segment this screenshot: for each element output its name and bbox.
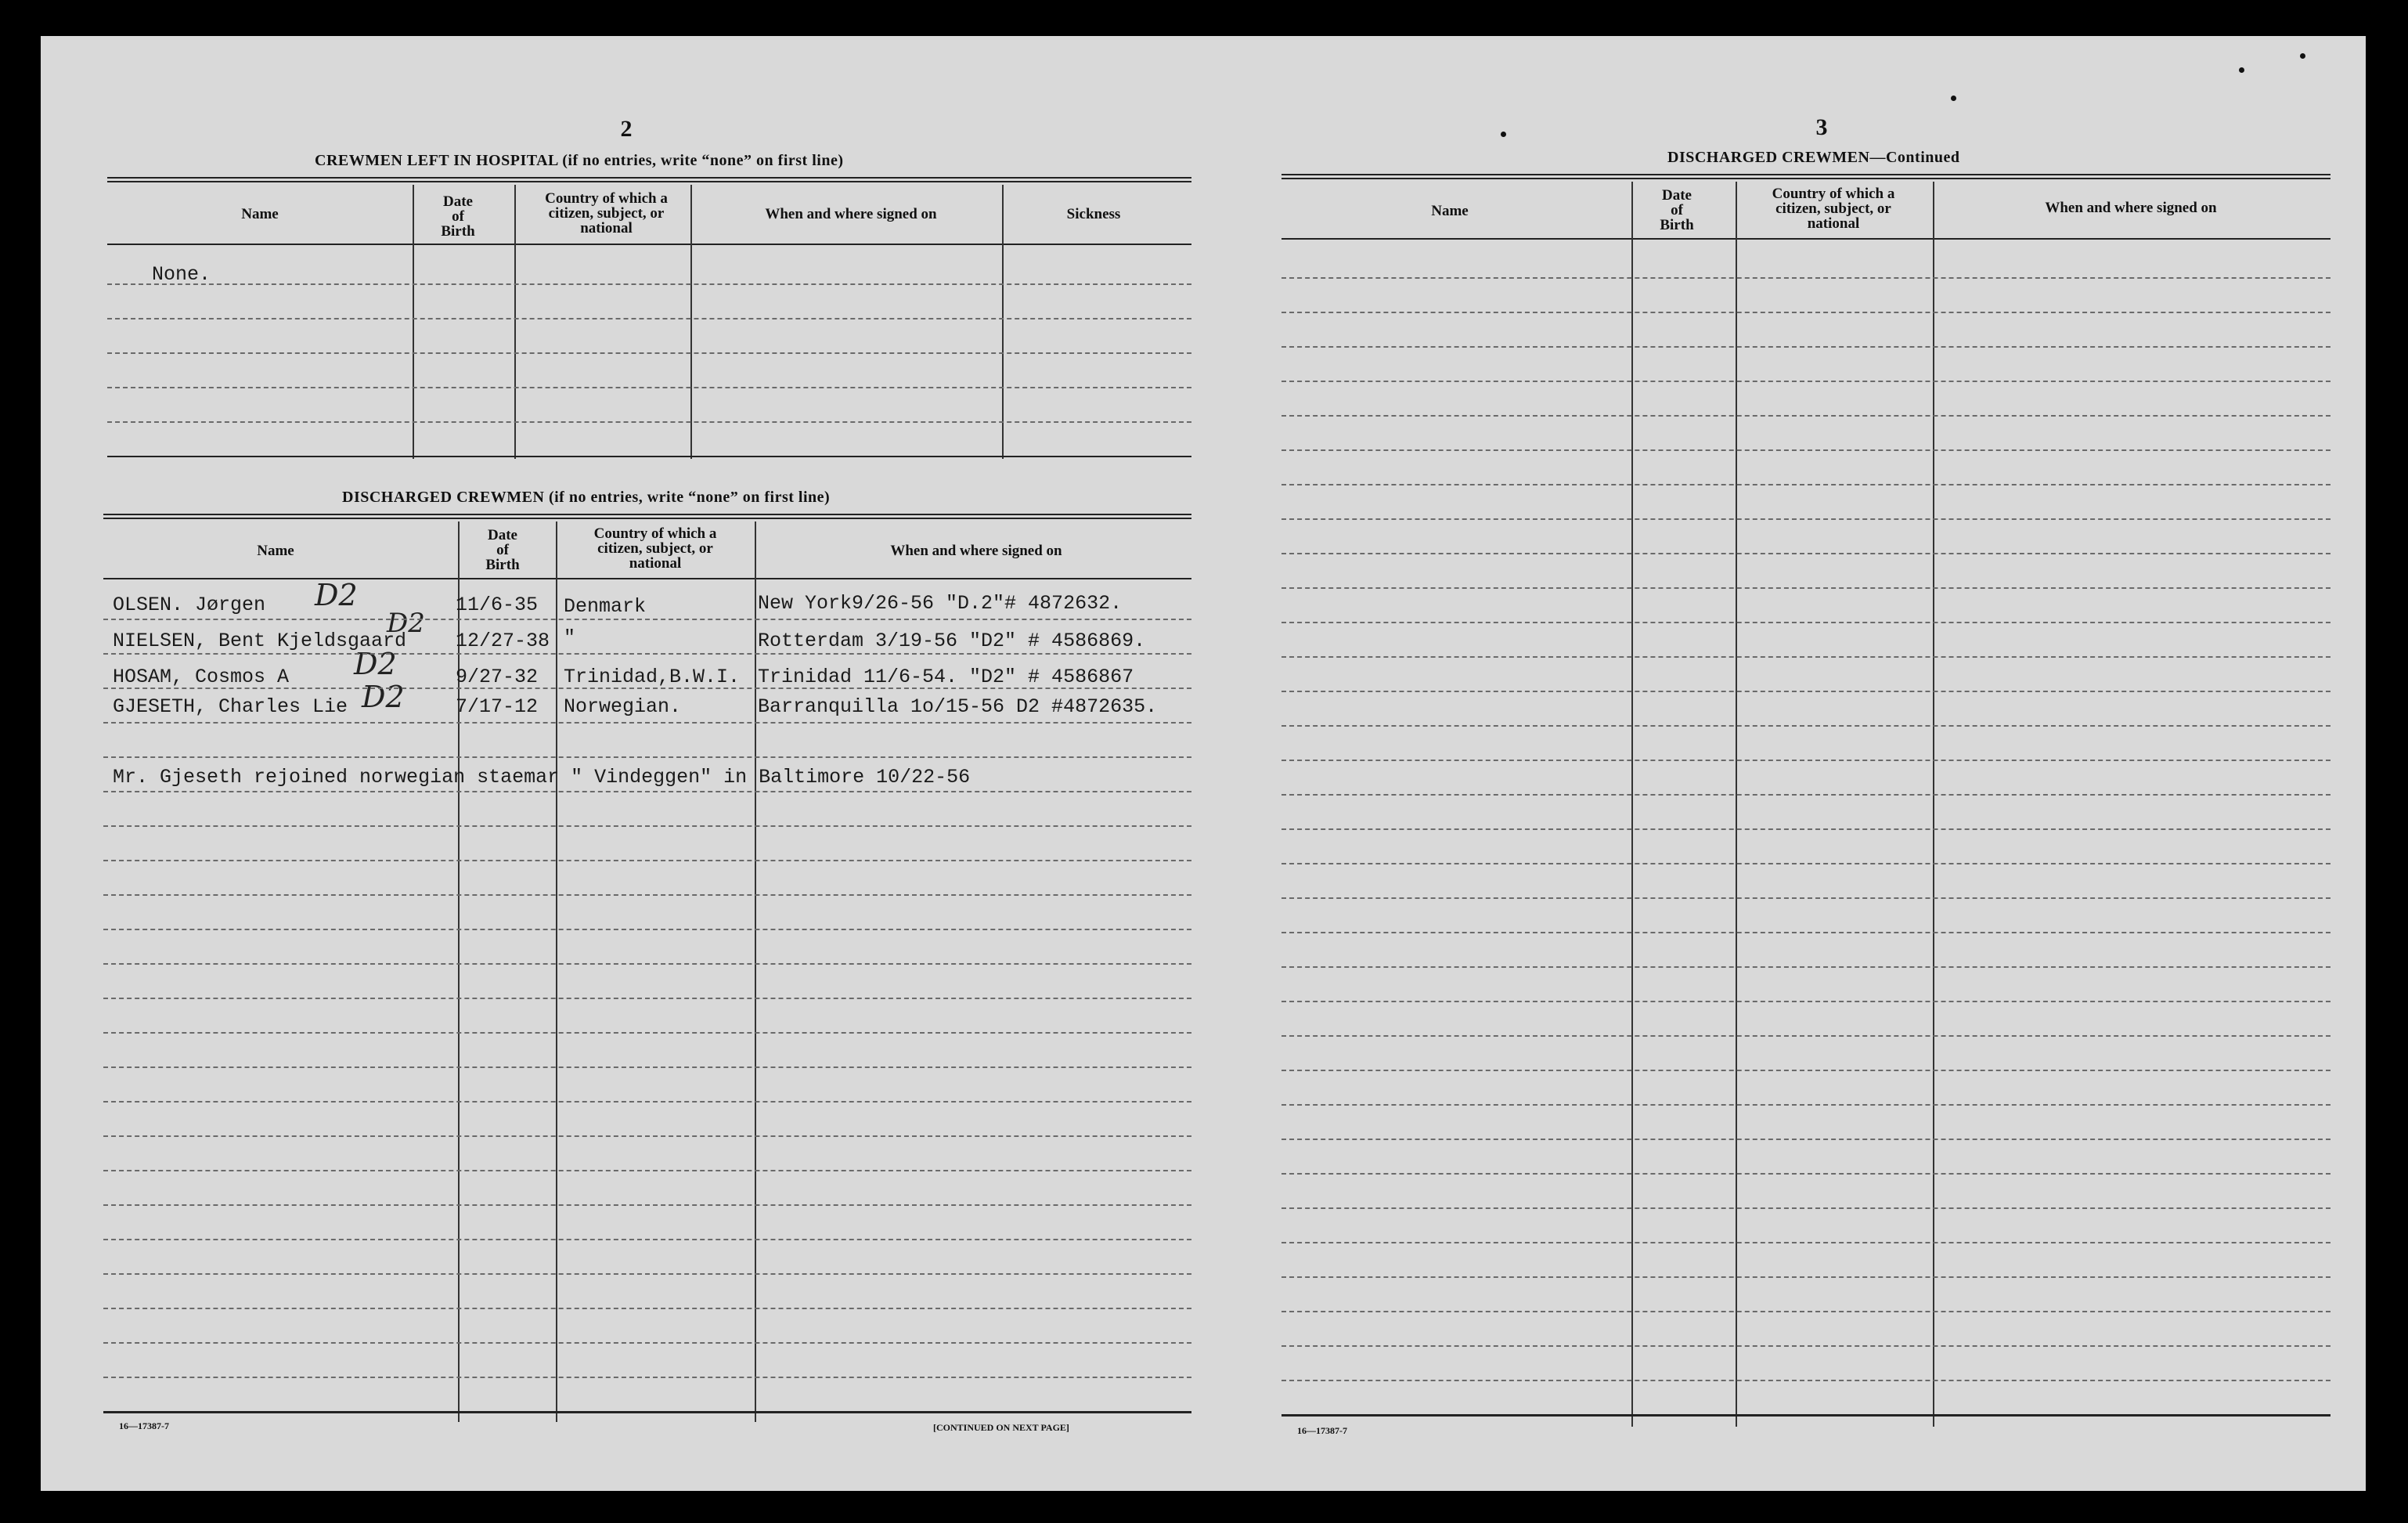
discharged-line — [103, 963, 1191, 965]
discharged-bottom-rule — [103, 1411, 1191, 1413]
page-number: 2 — [620, 116, 633, 142]
continued-col-divider — [1933, 182, 1934, 1427]
discharged-line — [103, 1101, 1191, 1103]
manifest-sheet — [41, 36, 2366, 1491]
discharged-line — [103, 619, 1191, 620]
crew-name: OLSEN. Jørgen — [113, 594, 266, 616]
discharged-line — [103, 1342, 1191, 1344]
hospital-title: CREWMEN LEFT IN HOSPITAL — [315, 152, 558, 169]
continued-line — [1282, 897, 2330, 899]
continued-header-dob: Date of Birth — [1660, 187, 1694, 233]
continued-col-divider — [1631, 182, 1633, 1427]
discharged-line — [103, 1308, 1191, 1309]
crew-dob: 9/27-32 — [456, 666, 539, 688]
discharged-line — [103, 791, 1191, 792]
hospital-bottom-rule — [107, 456, 1191, 457]
speck — [2300, 53, 2305, 59]
discharged-section-title — [342, 489, 830, 507]
continued-line — [1282, 622, 2330, 623]
hospital-col-divider — [514, 185, 516, 459]
discharged-note: (if no entries, write “none” on first line) — [548, 489, 831, 506]
handwritten-mark: D2 — [362, 680, 405, 714]
crew-dob: 7/17-12 — [456, 695, 539, 718]
discharged-line — [103, 860, 1191, 861]
hospital-line — [107, 283, 1191, 285]
continued-line — [1282, 587, 2330, 589]
continued-note: [CONTINUED ON NEXT PAGE] — [933, 1422, 1069, 1433]
discharged-col-divider — [755, 522, 756, 1422]
continued-line — [1282, 518, 2330, 520]
hospital-top-rule — [107, 177, 1191, 182]
discharged-line — [103, 756, 1191, 758]
crew-country: Denmark — [564, 595, 647, 618]
continued-line — [1282, 1173, 2330, 1175]
discharged-remark: Mr. Gjeseth rejoined norwegian staemar " Vindeggen" in Baltimore 10/22-56 — [113, 766, 971, 789]
crew-signed: Rotterdam 3/19-56 "D2" # 4586869. — [758, 630, 1146, 652]
hospital-col-divider — [413, 185, 414, 459]
continued-line — [1282, 381, 2330, 382]
continued-line — [1282, 760, 2330, 761]
hospital-line — [107, 387, 1191, 388]
crew-dob: 12/27-38 — [456, 630, 550, 652]
discharged-line — [103, 1377, 1191, 1378]
discharged-line — [103, 722, 1191, 724]
hospital-header-country: Country of which a citizen, subject, or national — [545, 190, 668, 236]
discharged-header-dob: Date of Birth — [485, 527, 520, 573]
discharged-line — [103, 1135, 1191, 1137]
continued-line — [1282, 1207, 2330, 1209]
continued-line — [1282, 966, 2330, 968]
continued-header-signed: When and where signed on — [2045, 200, 2217, 216]
discharged-line — [103, 1204, 1191, 1206]
crew-name: GJESETH, Charles Lie — [113, 695, 348, 718]
form-code: 16—17387-7 — [119, 1420, 169, 1431]
continued-line — [1282, 415, 2330, 417]
continued-line — [1282, 1139, 2330, 1140]
continued-top-rule — [1282, 174, 2330, 179]
continued-header-country: Country of which a citizen, subject, or national — [1772, 186, 1895, 232]
continued-section-title: DISCHARGED CREWMEN—Continued — [1667, 149, 1960, 166]
crew-name: NIELSEN, Bent Kjeldsgaard — [113, 630, 407, 652]
discharged-header-name: Name — [257, 543, 294, 559]
continued-line — [1282, 484, 2330, 485]
hospital-line — [107, 352, 1191, 354]
discharged-title: DISCHARGED CREWMEN — [342, 489, 545, 506]
discharged-header-rule — [103, 578, 1191, 579]
discharged-line — [103, 1170, 1191, 1171]
continued-line — [1282, 1104, 2330, 1106]
crew-country: " — [564, 626, 576, 649]
handwritten-mark: D2 — [387, 608, 425, 639]
continued-line — [1282, 1070, 2330, 1071]
discharged-line — [103, 1066, 1191, 1068]
crew-signed: New York9/26-56 "D.2"# 4872632. — [758, 592, 1123, 615]
discharged-line — [103, 929, 1191, 930]
continued-line — [1282, 277, 2330, 279]
page-number: 3 — [1815, 114, 1828, 140]
continued-line — [1282, 1345, 2330, 1347]
hospital-col-divider — [690, 185, 692, 459]
continued-line — [1282, 725, 2330, 727]
continued-header-rule — [1282, 238, 2330, 240]
continued-line — [1282, 932, 2330, 933]
handwritten-mark: D2 — [354, 647, 397, 681]
left-page — [41, 36, 1199, 1491]
hospital-header-rule — [107, 244, 1191, 245]
crew-signed: Barranquilla 1o/15-56 D2 #4872635. — [758, 695, 1158, 718]
discharged-line — [103, 998, 1191, 999]
crew-country: Norwegian. — [564, 695, 682, 718]
continued-line — [1282, 1380, 2330, 1381]
discharged-top-rule — [103, 514, 1191, 519]
crew-signed: Trinidad 11/6-54. "D2" # 4586867 — [758, 666, 1134, 688]
discharged-header-country: Country of which a citizen, subject, or national — [593, 525, 717, 572]
discharged-line — [103, 1239, 1191, 1240]
discharged-line — [103, 1032, 1191, 1034]
continued-line — [1282, 1276, 2330, 1278]
discharged-line — [103, 688, 1191, 689]
hospital-header-dob: Date of Birth — [441, 193, 475, 240]
hospital-col-divider — [1002, 185, 1004, 459]
crew-name: HOSAM, Cosmos A — [113, 666, 290, 688]
continued-line — [1282, 863, 2330, 864]
hospital-header-signed: When and where signed on — [765, 206, 937, 222]
hospital-line — [107, 421, 1191, 423]
right-page — [1270, 36, 2366, 1491]
hospital-note: (if no entries, write “none” on first line) — [562, 152, 844, 169]
discharged-line — [103, 894, 1191, 896]
form-code: 16—17387-7 — [1297, 1425, 1347, 1436]
continued-line — [1282, 656, 2330, 658]
continued-line — [1282, 1035, 2330, 1037]
continued-line — [1282, 691, 2330, 692]
discharged-col-divider — [556, 522, 557, 1422]
continued-line — [1282, 1242, 2330, 1243]
speck — [2239, 67, 2244, 73]
speck — [1951, 96, 1956, 101]
continued-line — [1282, 1311, 2330, 1312]
continued-line — [1282, 449, 2330, 451]
crew-country: Trinidad,B.W.I. — [564, 666, 741, 688]
discharged-line — [103, 653, 1191, 655]
continued-line — [1282, 1001, 2330, 1002]
hospital-header-name: Name — [241, 206, 279, 222]
hospital-section-title — [315, 152, 844, 170]
speck — [1501, 132, 1506, 137]
discharged-col-divider — [458, 522, 460, 1422]
continued-line — [1282, 346, 2330, 348]
discharged-header-signed: When and where signed on — [890, 543, 1062, 559]
hospital-header-sickness: Sickness — [1066, 206, 1121, 222]
continued-line — [1282, 553, 2330, 554]
handwritten-mark: D2 — [315, 578, 358, 612]
continued-line — [1282, 312, 2330, 313]
continued-line — [1282, 794, 2330, 796]
continued-col-divider — [1736, 182, 1737, 1427]
continued-header-name: Name — [1431, 203, 1469, 219]
continued-line — [1282, 828, 2330, 830]
discharged-line — [103, 825, 1191, 827]
continued-bottom-rule — [1282, 1414, 2330, 1417]
crew-dob: 11/6-35 — [456, 594, 539, 616]
hospital-line — [107, 318, 1191, 319]
discharged-line — [103, 1273, 1191, 1275]
hospital-entry-none: None. — [152, 263, 211, 286]
